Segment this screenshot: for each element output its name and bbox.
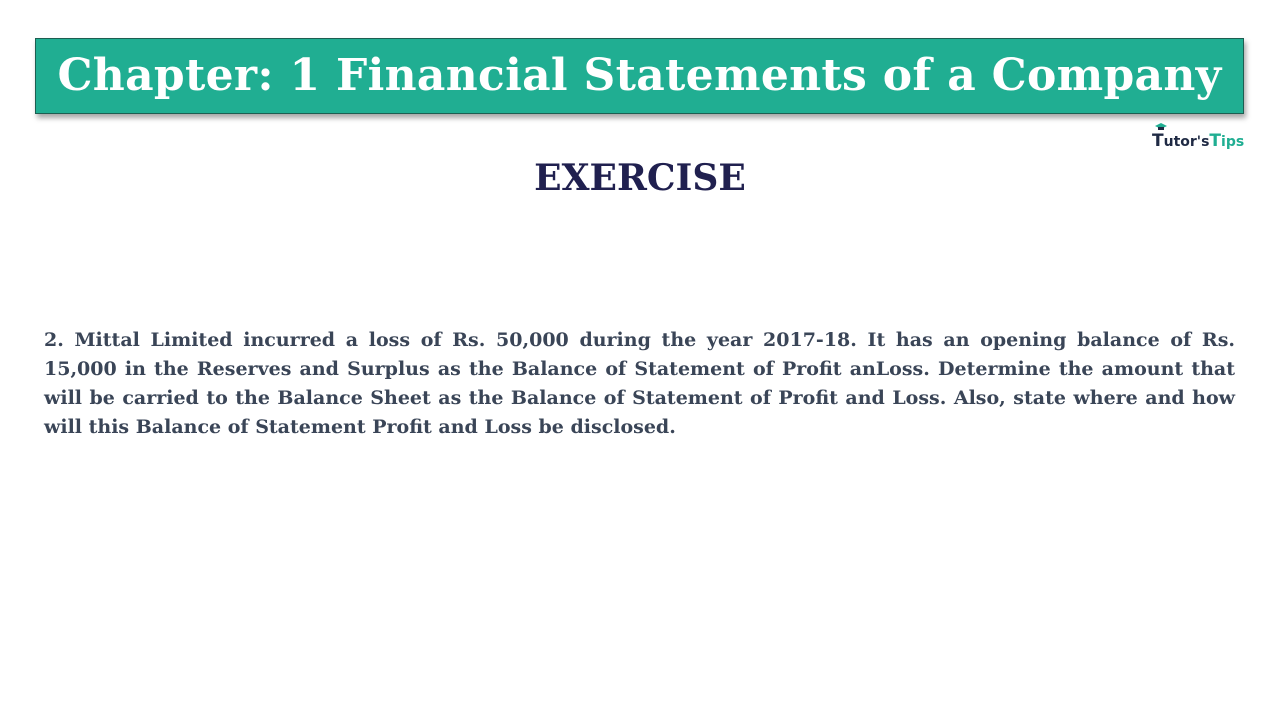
logo-text-part1: T [1152, 131, 1164, 151]
exercise-heading: EXERCISE [534, 157, 746, 199]
logo-text [1152, 133, 1244, 150]
title-banner [35, 38, 1244, 114]
logo-text-part4: ips [1221, 134, 1245, 150]
page-title: Chapter: 1 Financial Statements of a Company [57, 50, 1222, 101]
logo-text-part3: T [1209, 131, 1222, 151]
logo-text-part2: utor's [1163, 134, 1210, 150]
exercise-question: 2. Mittal Limited incurred a loss of Rs. 50,000 during the year 2017-18. It has an opening balance of Rs. 15,000 in the Reserves and Surplus as the Balance of Statement of Profit anLoss. Determine the amount that will be carried to the Balance Sheet as the Balance of Statement of Profit and Loss. Also, state where and how will this Balance of Statement Profit and Loss be disclosed. [44, 329, 1235, 438]
brand-logo [1152, 122, 1248, 150]
graduation-cap-icon [1155, 123, 1167, 130]
